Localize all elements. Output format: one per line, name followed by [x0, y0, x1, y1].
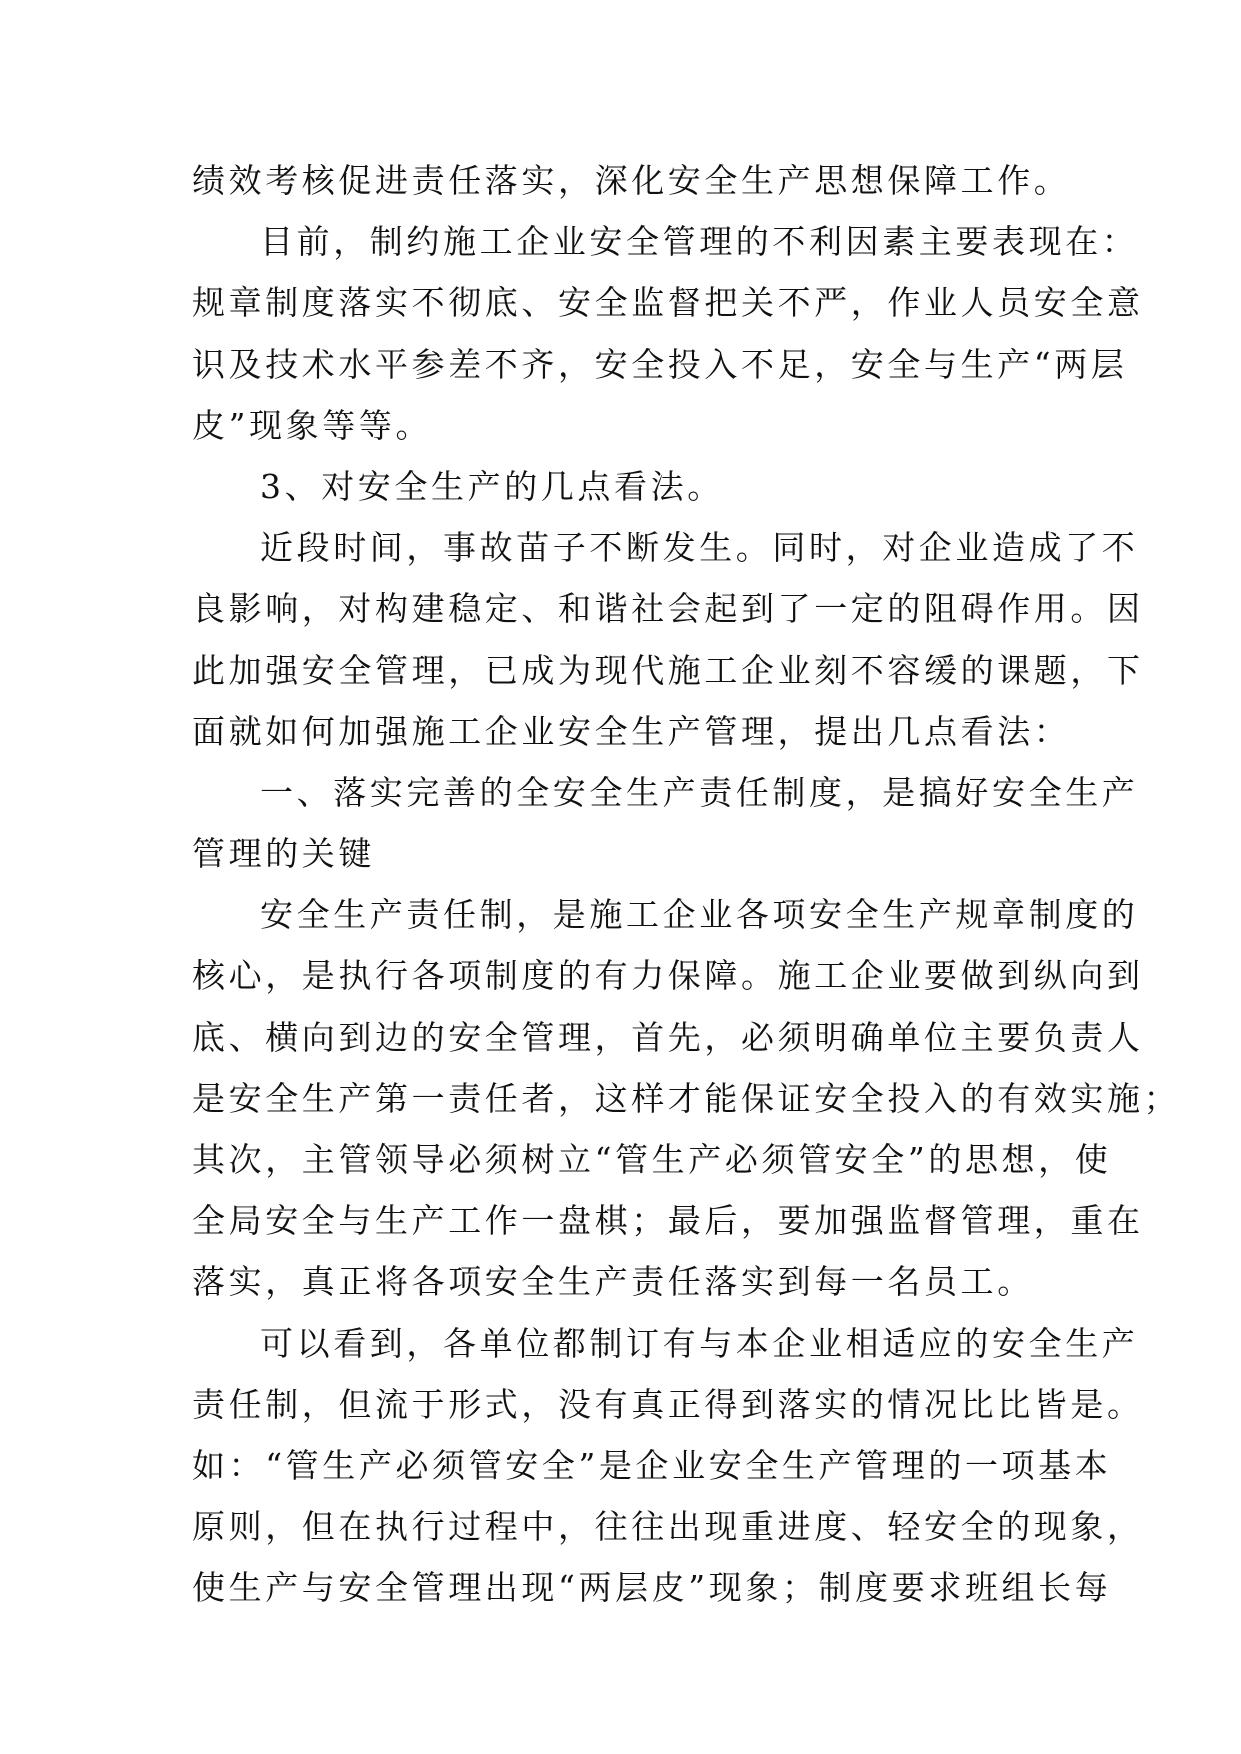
section-heading: 管理的关键 — [192, 834, 375, 874]
text-line: 可以看到，各单位都制订有与本企业相适应的安全生产 — [260, 1323, 1139, 1363]
text-line: 规章制度落实不彻底、安全监督把关不严，作业人员安全意 — [192, 283, 1144, 323]
text-line: 目前，制约施工企业安全管理的不利因素主要表现在： — [260, 222, 1139, 262]
text-line: 面就如何加强施工企业安全生产管理，提出几点看法： — [192, 711, 1071, 751]
text-line: 核心，是执行各项制度的有力保障。施工企业要做到纵向到 — [192, 956, 1144, 996]
text-line: 责任制，但流于形式，没有真正得到落实的情况比比皆是。 — [192, 1384, 1144, 1424]
section-heading: 一、落实完善的全安全生产责任制度，是搞好安全生产 — [260, 772, 1139, 812]
text-line: 其次，主管领导必须树立“管生产必须管安全”的思想，使 — [192, 1140, 1112, 1179]
text-line: 原则，但在执行过程中，往往出现重进度、轻安全的现象， — [192, 1507, 1144, 1547]
text-line: 绩效考核促进责任落实，深化安全生产思想保障工作。 — [192, 161, 1071, 200]
text-line: 底、横向到边的安全管理，首先，必须明确单位主要负责人 — [192, 1017, 1144, 1057]
text-line: 此加强安全管理，已成为现代施工企业刻不容缓的课题，下 — [192, 650, 1144, 690]
text-line: 是安全生产第一责任者，这样才能保证安全投入的有效实施； — [192, 1078, 1181, 1118]
text-line: 良影响，对构建稳定、和谐社会起到了一定的阻碍作用。因 — [192, 589, 1144, 629]
text-line: 识及技术水平参差不齐，安全投入不足，安全与生产“两层 — [192, 344, 1128, 384]
text-line: 如：“管生产必须管安全”是企业安全生产管理的一项基本 — [192, 1445, 1112, 1485]
text-line: 近段时间，事故苗子不断发生。同时，对企业造成了不 — [260, 528, 1139, 568]
text-line: 落实，真正将各项安全生产责任落实到每一名员工。 — [192, 1262, 1034, 1302]
section-heading: 3、对安全生产的几点看法。 — [260, 466, 724, 506]
text-line: 安全生产责任制，是施工企业各项安全生产规章制度的 — [260, 895, 1139, 935]
body-text — [192, 150, 1181, 1619]
text-line: 全局安全与生产工作一盘棋；最后，要加强监督管理，重在 — [192, 1201, 1144, 1241]
text-line: 皮”现象等等。 — [192, 405, 433, 445]
text-line: 使生产与安全管理出现“两层皮”现象；制度要求班组长每 — [192, 1568, 1112, 1608]
